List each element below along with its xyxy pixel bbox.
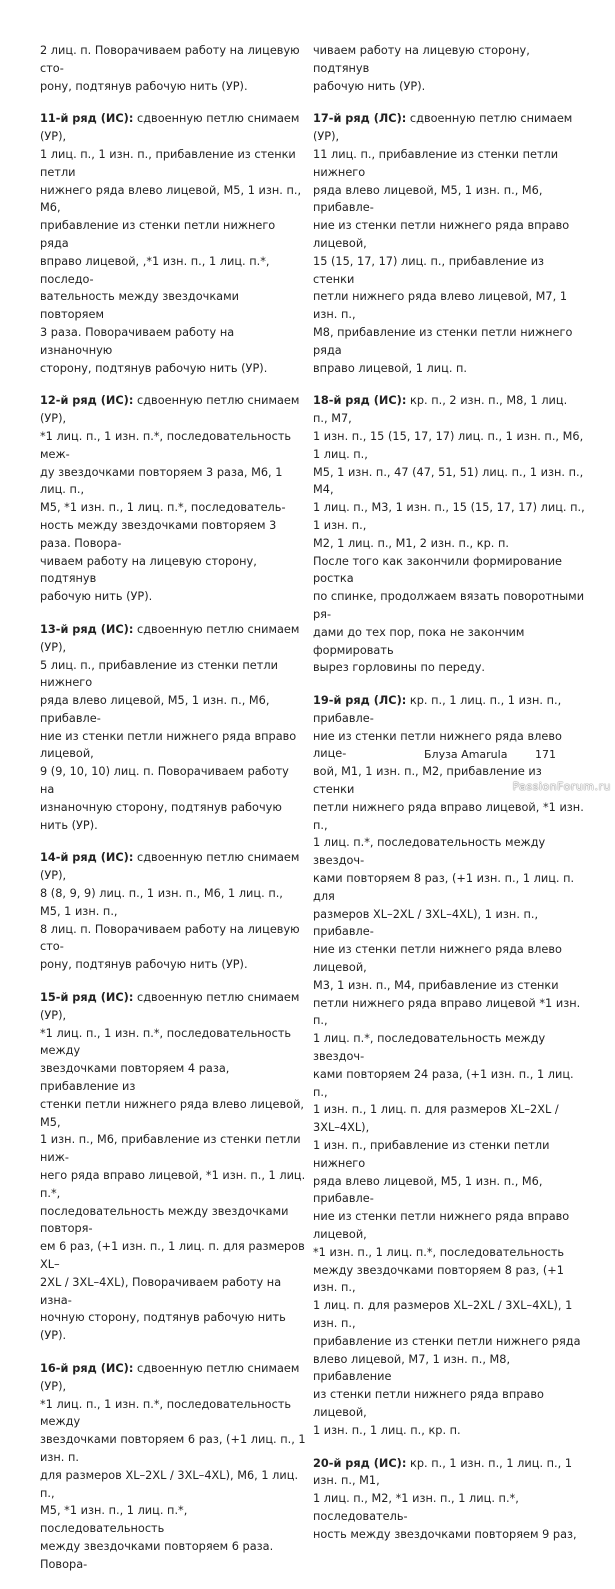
right-column <box>313 42 585 1559</box>
row-20 <box>313 1455 585 1544</box>
row-heading: 16-й ряд (ИС): <box>40 1361 134 1375</box>
row-text: сдвоенную петлю снимаем (УР), 8 (8, 9, 9) лиц. п., 1 изн. п., М6, 1 лиц. п., М5, 1 изн. п., 8 лиц. п. Поворачиваем работу на лицевую сто- рону, подтянув рабочую нить (УР). <box>40 851 300 972</box>
row-heading: 19-й ряд (ЛС): <box>313 694 407 708</box>
row-heading: 12-й ряд (ИС): <box>40 394 134 408</box>
row-11 <box>40 110 306 377</box>
row-17 <box>313 110 585 377</box>
paragraph-text: чиваем работу на лицевую сторону, подтянув рабочую нить (УР). <box>313 44 530 93</box>
row-18 <box>313 392 585 677</box>
row-text: сдвоенную петлю снимаем (УР), 11 лиц. п., прибавление из стенки петли нижнего ряда влево лицевой, М5, 1 изн. п., М6, прибавле- ние из стенки петли нижнего ряда вправо лицевой, 15 (15, 17, 17) лиц. п., прибавление из стенки петли нижнего ряда влево лицевой, М7, 1 изн. п., М8, прибавление из стенки петли нижнего ряда вправо лицевой, 1 лиц. п. <box>313 112 573 375</box>
paragraph-continuation <box>40 42 306 95</box>
paragraph-continuation <box>313 42 585 95</box>
row-heading: 20-й ряд (ИС): <box>313 1456 407 1470</box>
row-heading: 18-й ряд (ИС): <box>313 394 407 408</box>
row-15 <box>40 989 306 1345</box>
watermark: PassionForum.ru <box>512 780 611 793</box>
row-heading: 17-й ряд (ЛС): <box>313 112 407 126</box>
row-text: кр. п., 1 изн. п., 1 лиц. п., 1 изн. п., М1, 1 лиц. п., М2, *1 изн. п., 1 лиц. п.*, последователь- ность между звездочками повторяем 9 раз, <box>313 1456 577 1541</box>
row-heading: 13-й ряд (ИС): <box>40 622 134 636</box>
row-text: сдвоенную петлю снимаем (УР), 1 лиц. п., 1 изн. п., прибавление из стенки петли нижнего ряда влево лицевой, М5, 1 изн. п., М6, прибавление из стенки петли нижнего ряда вправо лицевой, ,*1 изн. п., 1 лиц. п.*, последо- вательность между звездочками повторяем 3 раза. Поворачиваем работу на изнаночную сторону, подтянув рабочую нить (УР). <box>40 112 302 375</box>
footer-title: Блуза Amarula <box>424 748 508 761</box>
row-text: сдвоенную петлю снимаем (УР), 5 лиц. п., прибавление из стенки петли нижнего ряда влево лицевой, М5, 1 изн. п., М6, прибавле- ние из стенки петли нижнего ряда вправо лицевой, 9 (9, 10, 10) лиц. п. Поворачиваем работу на изнаночную сторону, подтянув рабочую нить (УР). <box>40 622 300 832</box>
left-column <box>40 42 306 1589</box>
row-14 <box>40 849 306 974</box>
row-heading: 11-й ряд (ИС): <box>40 112 134 126</box>
row-13 <box>40 621 306 835</box>
row-text: кр. п., 2 изн. п., М8, 1 лиц. п., М7, 1 изн. п., 15 (15, 17, 17) лиц. п., 1 изн. п., М6, 1 лиц. п., М5, 1 изн. п., 47 (47, 51, 51) лиц. п., 1 изн. п., М4, 1 лиц. п., М3, 1 изн. п., 15 (15, 17, 17) лиц. п., 1 изн. п., М2, 1 лиц. п., М1, 2 изн. п., кр. п. После того как закончили формирование ростка по спинке, продолжаем вязать поворотными ря- дами до тех пор, пока не закончим формировать вырез горловины по переду. <box>313 394 585 675</box>
row-12 <box>40 392 306 606</box>
row-text: сдвоенную петлю снимаем (УР), *1 лиц. п., 1 изн. п.*, последовательность между звездочками повторяем 4 раза, прибавление из стенки петли нижнего ряда влево лицевой, М5, 1 изн. п., М6, прибавление из стенки петли ниж- него ряда вправо лицевой, *1 изн. п., 1 лиц. п.*, последовательность между звездочками повторя- ем 6 раз, (+1 изн. п., 1 лиц. п. для размеров XL– 2XL / 3XL–4XL), Поворачиваем работу на изна- ночную сторону, подтянув рабочую нить (УР). <box>40 991 306 1343</box>
page-number: 171 <box>535 748 556 761</box>
row-text: сдвоенную петлю снимаем (УР), *1 лиц. п., 1 изн. п.*, последовательность между звездочками повторяем 6 раз, (+1 лиц. п., 1 изн. п. для размеров XL–2XL / 3XL–4XL), М6, 1 лиц. п., М5, *1 изн. п., 1 лиц. п.*, последовательность между звездочками повторяем 6 раза. Повора- <box>40 1361 306 1571</box>
row-heading: 14-й ряд (ИС): <box>40 851 134 865</box>
row-heading: 15-й ряд (ИС): <box>40 991 134 1005</box>
paragraph-text: 2 лиц. п. Поворачиваем работу на лицевую сто- рону, подтянув рабочую нить (УР). <box>40 44 300 93</box>
row-16 <box>40 1360 306 1574</box>
row-text: сдвоенную петлю снимаем (УР), *1 лиц. п., 1 изн. п.*, последовательность меж- ду звездочками повторяем 3 раза, М6, 1 лиц. п., М5, *1 изн. п., 1 лиц. п.*, последователь- ность между звездочками повторяем 3 раза. Повора- чиваем работу на лицевую сторону, подтянув рабочую нить (УР). <box>40 394 300 604</box>
row-19 <box>313 692 585 1439</box>
row-text: кр. п., 1 лиц. п., 1 изн. п., прибавле- ние из стенки петли нижнего ряда влево лице- вой, М1, 1 изн. п., М2, прибавление из стенки петли нижнего ряда вправо лицевой, *1 изн. п., 1 лиц. п.*, последовательность между звездоч- ками повторяем 8 раз, (+1 изн. п., 1 лиц. п. для размеров XL–2XL / 3XL–4XL), 1 изн. п., прибавле- ние из стенки петли нижнего ряда влево лицевой, М3, 1 изн. п., М4, прибавление из стенки петли нижнего ряда вправо лицевой *1 изн. п., 1 лиц. п.*, последовательность между звездоч- ками повторяем 24 раза, (+1 изн. п., 1 лиц. п., 1 изн. п., 1 лиц. п. для размеров XL–2XL / 3XL–4XL), 1 изн. п., прибавление из стенки петли нижнего ряда влево лицевой, М5, 1 изн. п., М6, прибавле- ние из стенки петли нижнего ряда вправо лицевой, *1 изн. п., 1 лиц. п.*, последовательность между звездочками повторяем 8 раз, (+1 изн. п., 1 лиц. п. для размеров XL–2XL / 3XL–4XL), 1 изн. п., прибавление из стенки петли нижнего ряда влево лицевой, М7, 1 изн. п., М8, прибавление из стенки петли нижнего ряда вправо лицевой, 1 изн. п., 1 лиц. п., кр. п. <box>313 694 584 1437</box>
